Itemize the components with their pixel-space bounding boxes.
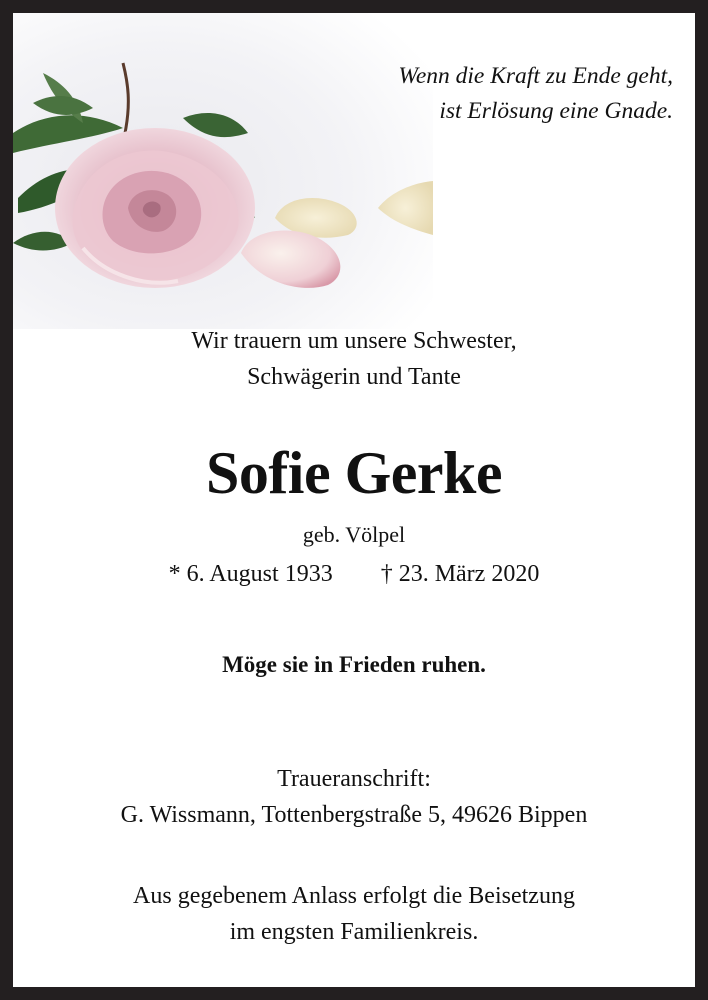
- address-label: Traueranschrift:: [277, 766, 431, 792]
- address-line: G. Wissmann, Tottenbergstraße 5, 49626 Bippen: [120, 802, 588, 828]
- quote-text: [263, 59, 673, 129]
- blessing-text: Möge sie in Frieden ruhen.: [222, 652, 486, 677]
- life-dates: [13, 556, 695, 592]
- mourning-address: [13, 761, 695, 833]
- intro-text: [13, 323, 695, 395]
- quote-line-2: ist Erlösung eine Gnade.: [439, 98, 673, 124]
- burial-notice: [13, 878, 695, 950]
- intro-line-1: Wir trauern um unsere Schwester,: [191, 328, 517, 354]
- obituary-card: [13, 13, 695, 987]
- maiden-name: geb. Völpel: [302, 522, 406, 547]
- notice-line-2: im engsten Familienkreis.: [229, 919, 479, 945]
- quote-line-1: Wenn die Kraft zu Ende geht,: [398, 63, 673, 89]
- birth-date: * 6. August 1933: [168, 561, 333, 587]
- notice-line-1: Aus gegebenem Anlass erfolgt die Beisetzung: [133, 883, 575, 909]
- intro-line-2: Schwägerin und Tante: [247, 364, 461, 390]
- death-date: † 23. März 2020: [380, 561, 540, 587]
- deceased-name: Sofie Gerke: [205, 440, 503, 506]
